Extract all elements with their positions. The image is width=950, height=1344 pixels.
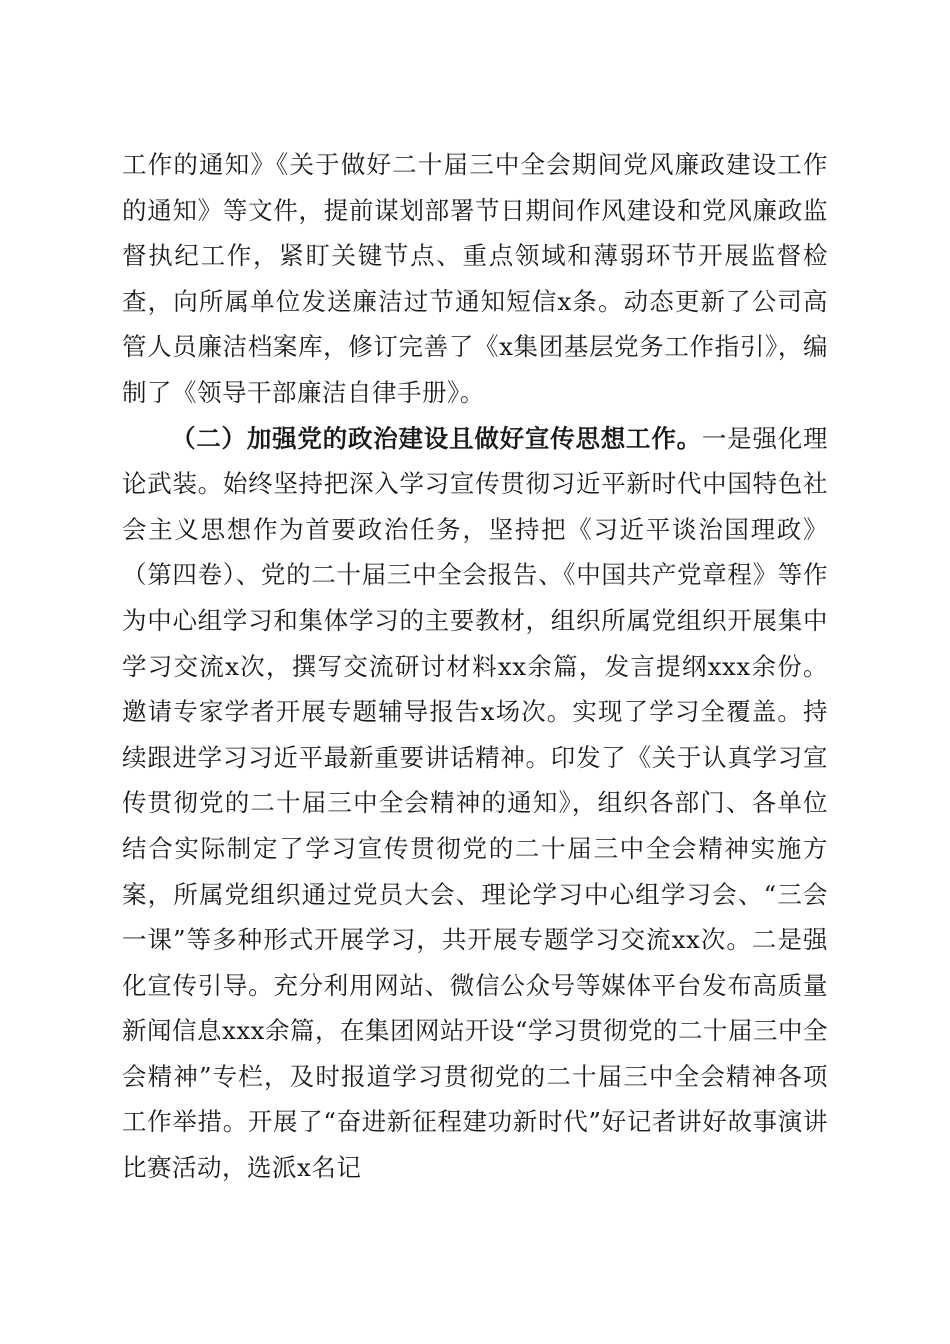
section-heading: （二）加强党的政治建设且做好宣传思想工作。 — [171, 423, 702, 453]
paragraph-section-two — [122, 416, 828, 1191]
document-body — [122, 142, 828, 1191]
section-text: 一是强化理论武装。始终坚持把深入学习宣传贯彻习近平新时代中国特色社会主义思想作为首要政治任务，坚持把《习近平谈治国理政》（第四卷）、党的二十届三中全会报告、《中国共产党章程》等作为中心组学习和集体学习的主要教材，组织所属党组织开展集中学习交流x次，撰写交流研讨材料xx余篇，发言提纲xxx余份。邀请专家学者开展专题辅导报告x场次。实现了学习全覆盖。持续跟进学习习近平最新重要讲话精神。印发了《关于认真学习宣传贯彻党的二十届三中全会精神的通知》，组织各部门、各单位结合实际制定了学习宣传贯彻党的二十届三中全会精神实施方案，所属党组织通过党员大会、理论学习中心组学习会、“三会一课”等多种形式开展学习，共开展专题学习交流xx次。二是强化宣传引导。充分利用网站、微信公众号等媒体平台发布高质量新闻信息xxx余篇，在集团网站开设“学习贯彻党的二十届三中全会精神”专栏，及时报道学习贯彻党的二十届三中全会精神各项工作举措。开展了“奋进新征程建功新时代”好记者讲好故事演讲比赛活动，选派x名记 — [122, 423, 829, 1183]
paragraph-continued: 工作的通知》《关于做好二十届三中全会期间党风廉政建设工作的通知》等文件，提前谋划部署节日期间作风建设和党风廉政监督执纪工作，紧盯关键节点、重点领域和薄弱环节开展监督检查，向所属单位发送廉洁过节通知短信x条。动态更新了公司高管人员廉洁档案库，修订完善了《x集团基层党务工作指引》，编制了《领导干部廉洁自律手册》。 — [122, 150, 828, 407]
